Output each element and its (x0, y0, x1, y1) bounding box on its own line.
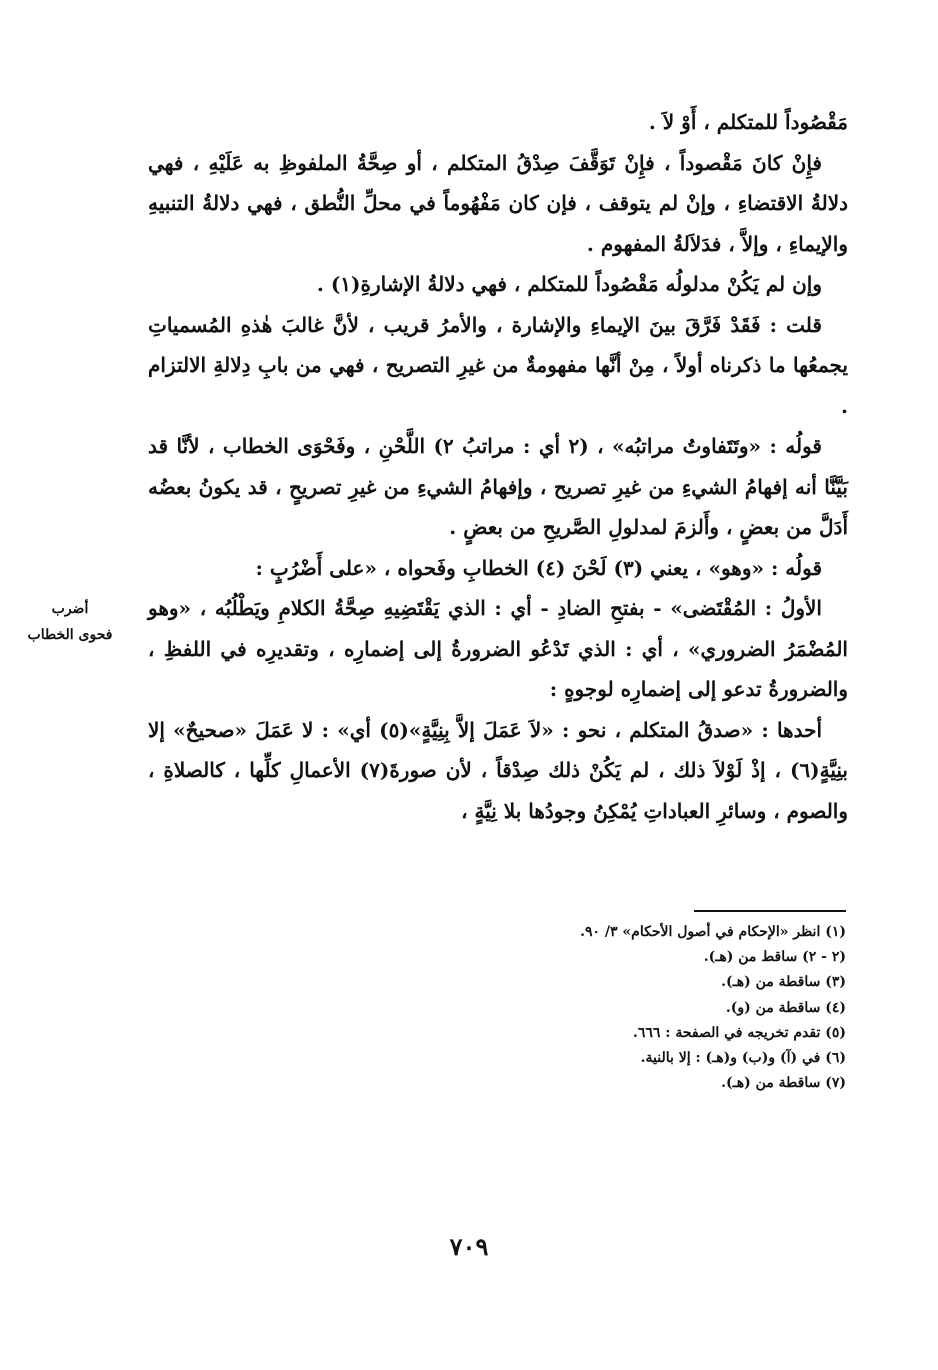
page-number: ٧٠٩ (449, 1232, 489, 1261)
footnotes (300, 920, 846, 1096)
footnote: (١) انظر «الإحكام في أصول الأحكام» ٣/ ٩٠. (580, 924, 846, 940)
paragraph: الأولُ : المُقْتَضى» - بفتحِ الضادِ - أي : الذي يَقْتَضِيهِ صِحَّةُ الكلامِ ويَطْلُبُه ، «وهو المُضْمَرُ الضروري» ، أي : الذي تَدْعُو الضرورةُ إلى إضمارِه ، وتقديرِه في اللفظِ ، والضرورةُ تدعو إلى إضمارِه لوجوهٍ : (148, 596, 848, 701)
footnote: (٤) ساقطة من (و). (725, 999, 846, 1016)
margin-note-line: أضرب (51, 601, 89, 617)
footnote: (٧) ساقطة من (هـ). (721, 1075, 846, 1092)
paragraph: أحدها : «صدقُ المتكلم ، نحو : «لاَ عَمَلَ إلاَّ بِنِيَّةٍ»(٥) أي» : لا عَمَلَ «صحيحٌ» إلا بنِيَّةٍ(٦) ، إذْ لَوْلاَ ذلك ، لم يَكُنْ ذلك صِدْقاً ، لأن صورةَ(٧) الأعمالِ كلِّها ، كالصلاةِ ، والصوم ، وسائرِ العباداتِ يُمْكِنُ وجودُها بلا نِيَّةٍ ، (148, 717, 848, 823)
footnote: (٣) ساقطة من (هـ). (721, 974, 846, 991)
paragraph: مَقْصُوداً للمتكلم ، أَوْ لاَ . (648, 110, 848, 134)
paragraph: قلت : فَقَدْ فَرَّقَ بينَ الإيماءِ والإشارة ، والأمرُ قريب ، لأنَّ غالبَ هٰذهِ المُسمياتِ يجمعُها ما ذكرناه أولاً ، مِنْ أنَّها مفهومةٌ من غيرِ التصريح ، فهي من بابِ دِلالةِ الالتزام . (148, 312, 848, 418)
paragraph: قولُه : «وهو» ، يعني (٣) لَحْنَ (٤) الخطابِ وفَحواه ، «على أَضْرُبٍ : (255, 555, 822, 580)
footnote-divider (694, 910, 846, 912)
margin-note (22, 596, 118, 648)
margin-note-line: فحوى الخطاب (27, 627, 113, 643)
paragraph: فإِنْ كانَ مَقْصوداً ، فإِنْ تَوَقَّفَ صِدْقُ المتكلم ، أو صِحَّةُ الملفوظِ به عَلَيْهِ ، فهي دلالةُ الاقتضاءِ ، وإنْ لم يتوقف ، فإن كان مَفْهُوماً في محلِّ النُّطق ، فهي دلالةُ التنبيهِ والإيماءِ ، وإلاَّ ، فدَلاَلةُ المفهوم . (148, 150, 848, 256)
footnote: (٥) تقدم تخريجه في الصفحة : ٦٦٦. (632, 1024, 846, 1041)
main-text-block (148, 102, 848, 831)
footnote: (٢ - ٢) ساقط من (هـ). (703, 949, 846, 966)
paragraph: قولُه : «وتَتَفاوتُ مراتبُه» ، (٢ أي : مراتبُ ٢) اللَّحْنِ ، وفَحْوَى الخطاب ، لأنَّا قد بَيَّنَّا أنه إفهامُ الشيءِ من غيرِ تصريح ، وإفهامُ الشيءِ من غيرِ تصريحٍ ، قد يكونُ بعضُه أَدَلَّ من بعضٍ ، وأَلزمَ لمدلولِ الصَّريحِ من بعضٍ . (148, 434, 848, 539)
footnote: (٦) في (آ) و(ب) و(هـ) : إلا بالنية. (640, 1050, 846, 1067)
paragraph: وإن لم يَكُنْ مدلولُه مَقْصُوداً للمتكلم ، فهي دلالةُ الإشارةِ(١) . (316, 272, 822, 296)
